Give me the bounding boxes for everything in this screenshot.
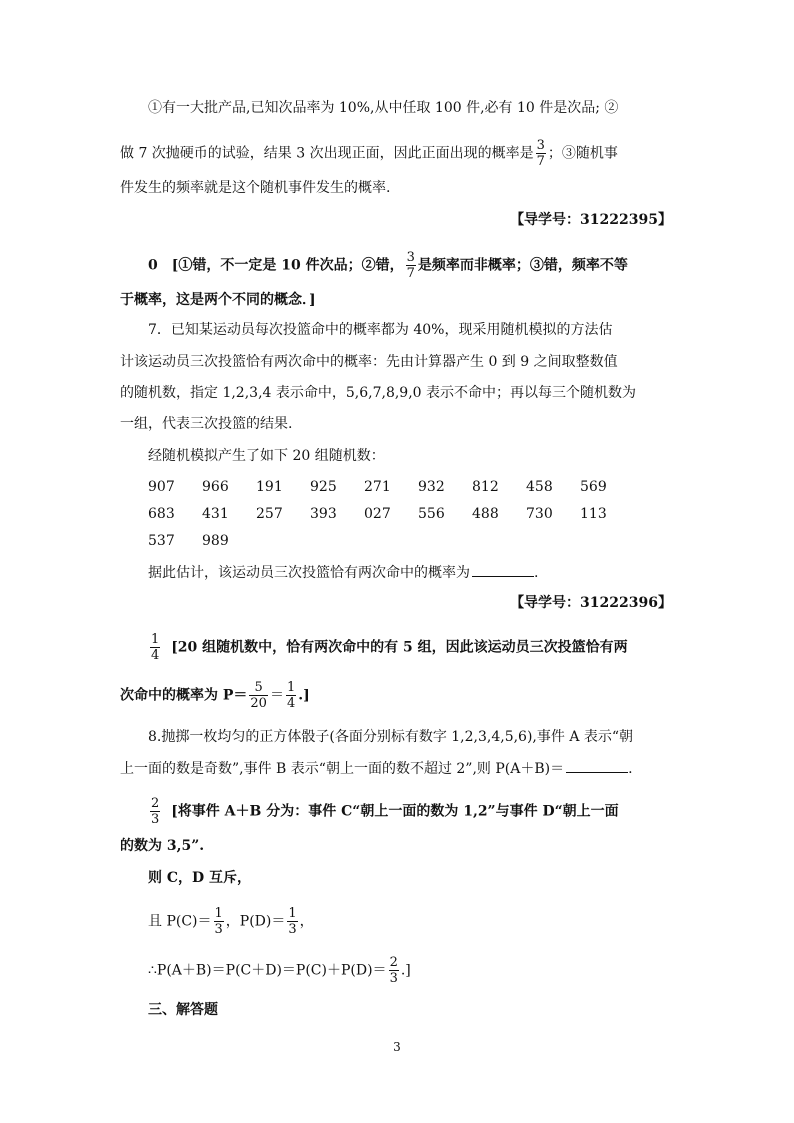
q7-line2: 计该运动员三次投篮恰有两次命中的概率：先由计算器产生 0 到 9 之间取整数值 [120,354,618,370]
random-numbers-row2: 683 431 257 393 027 556 488 730 113 [148,506,607,522]
guide-number-2: 【导学号：31222396】 [510,595,672,611]
q6-answer-fraction: $\frac{3}{7}$ [406,250,415,281]
q6-line2-text: 做 7 次抛硬币的试验，结果 3 次出现正面，因此正面出现的概率是 [120,145,534,162]
q7-line3: 的随机数，指定 1,2,3,4 表示命中，5,6,7,8,9,0 表示不命中；再以每三个随机数为 [120,385,637,401]
q6-line2-tail: ；③随机事 [547,145,618,162]
q8-step3: ∴P(A＋B)＝P(C＋D)＝P(C)＋P(D)＝ $\frac{2}{3}$ .] [148,955,411,986]
q6-fraction: $\frac{3}{7}$ [536,138,545,169]
q7-line4: 一组，代表三次投篮的结果. [120,416,293,432]
q8-step1: 则 C，D 互斥， [148,870,252,886]
q8-step2: 且 P(C)＝ $\frac{1}{3}$ ，P(D)＝ $\frac{1}{3}$ ， [148,906,314,937]
q8-answer-line1: $\frac{2}{3}$ [将事件 A＋B 分为：事件 C“朝上一面的数为 1,2”与事件 D“朝上一面 [151,796,619,827]
q6-line3: 件发生的频率就是这个随机事件发生的概率. [120,180,391,196]
q6-line1 [148,98,672,118]
q6-answer-line2: 于概率，这是两个不同的概念．] [120,292,316,308]
q7-line1: 7．已知某运动员每次投篮命中的概率都为 40%，现采用随机模拟的方法估 [148,322,613,338]
answer-blank-2 [566,758,628,773]
q7-line5: 经随机模拟产生了如下 20 组随机数： [148,448,385,464]
q6-answer-line1: 0 [①错，不一定是 10 件次品；②错， $\frac{3}{7}$ 是频率而非概率；③错，频率不等 [148,250,628,281]
random-numbers-row3: 537 989 [148,533,229,549]
random-numbers-row1: 907 966 191 925 271 932 812 458 569 [148,479,607,495]
section-heading: 三、解答题 [148,1002,218,1018]
q7-answer-line2: 次命中的概率为 P＝ $\frac{5}{20}$ ＝ $\frac{1}{4}$ .] [120,680,310,711]
q7-question: 据此估计，该运动员三次投篮恰有两次命中的概率为 . [148,562,672,583]
q8-answer-line2: 的数为 3,5”. [120,838,205,854]
q7-answer-fraction: $\frac{1}{4}$ [151,632,160,663]
q6-line1-text: ①有一大批产品,已知次品率为 10%,从中任取 100 件,必有 10 件是次品; ② [148,100,619,116]
q8-answer-fraction: $\frac{2}{3}$ [151,796,160,827]
q8-line1: 8.抛掷一枚均匀的正方体骰子(各面分别标有数字 1,2,3,4,5,6),事件 A 表示“朝 [148,729,634,745]
q8-line2: 上一面的数是奇数”,事件 B 表示“朝上一面的数不超过 2”,则 P(A＋B)＝ . [120,758,672,779]
guide-number-1: 【导学号：31222395】 [510,212,672,228]
q6-line2 [120,138,672,169]
q7-answer-line1: $\frac{1}{4}$ [20 组随机数中，恰有两次命中的有 5 组，因此该运动员三次投篮恰有两 [151,632,628,663]
page-number: 3 [393,1040,401,1054]
answer-blank [472,562,534,577]
